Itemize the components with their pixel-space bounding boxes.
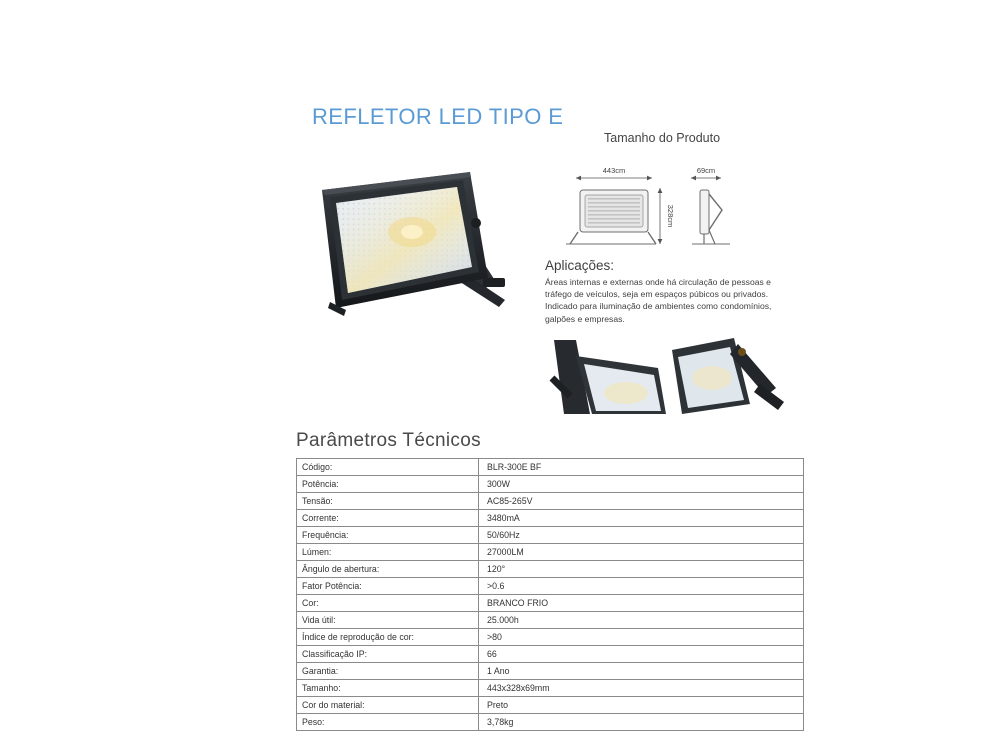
- param-value: 120°: [479, 561, 804, 578]
- param-value: 3480mA: [479, 510, 804, 527]
- depth-dimension-label: 69cm: [696, 166, 716, 175]
- dimension-diagram: [560, 152, 760, 262]
- side-view-drawing: [692, 190, 730, 244]
- table-row: [297, 493, 804, 510]
- product-detail-image-left: [546, 338, 666, 414]
- param-key: Lúmen:: [297, 544, 479, 561]
- param-value: 25.000h: [479, 612, 804, 629]
- param-key: Código:: [297, 459, 479, 476]
- param-value: 66: [479, 646, 804, 663]
- param-key: Garantia:: [297, 663, 479, 680]
- param-value: 27000LM: [479, 544, 804, 561]
- param-key: Frequência:: [297, 527, 479, 544]
- param-key: Fator Potência:: [297, 578, 479, 595]
- table-row: [297, 595, 804, 612]
- param-key: Cor:: [297, 595, 479, 612]
- tech-params-heading: Parâmetros Técnicos: [296, 430, 481, 451]
- param-key: Tensão:: [297, 493, 479, 510]
- table-row: [297, 680, 804, 697]
- detail-left-illustration: [546, 338, 666, 414]
- param-key: Cor do material:: [297, 697, 479, 714]
- applications-text: Áreas internas e externas onde há circulação de pessoas e tráfego de veículos, seja em espaços púbicos ou privados. Indicado para iluminação de ambientes como condomínios, galpões e empresas.: [545, 277, 772, 324]
- param-value: 443x328x69mm: [479, 680, 804, 697]
- param-key: Potência:: [297, 476, 479, 493]
- param-key: Ângulo de abertura:: [297, 561, 479, 578]
- height-dimension-label: 328cm: [666, 204, 675, 228]
- param-key: Tamanho:: [297, 680, 479, 697]
- table-row: [297, 612, 804, 629]
- param-value: 50/60Hz: [479, 527, 804, 544]
- tech-params-table: [296, 458, 804, 731]
- param-value: 1 Ano: [479, 663, 804, 680]
- dimension-diagram-svg: [560, 152, 760, 262]
- table-row: [297, 561, 804, 578]
- page-title: REFLETOR LED TIPO E: [312, 104, 564, 129]
- table-row: [297, 629, 804, 646]
- table-row: [297, 527, 804, 544]
- param-value: BRANCO FRIO: [479, 595, 804, 612]
- param-value: Preto: [479, 697, 804, 714]
- product-hero-image: [300, 150, 530, 335]
- table-row: [297, 714, 804, 731]
- param-value: AC85-265V: [479, 493, 804, 510]
- table-row: [297, 663, 804, 680]
- table-row: [297, 697, 804, 714]
- size-section-heading: Tamanho do Produto: [604, 131, 721, 145]
- product-detail-image-right: [672, 338, 792, 414]
- table-row: [297, 476, 804, 493]
- param-value: >80: [479, 629, 804, 646]
- tech-params-body: [297, 459, 804, 731]
- param-key: Corrente:: [297, 510, 479, 527]
- table-row: [297, 510, 804, 527]
- param-value: 300W: [479, 476, 804, 493]
- param-value: >0.6: [479, 578, 804, 595]
- param-key: Peso:: [297, 714, 479, 731]
- param-key: Vida útil:: [297, 612, 479, 629]
- param-key: Índice de reprodução de cor:: [297, 629, 479, 646]
- applications-heading: Aplicações:: [545, 258, 615, 273]
- param-value: 3,78kg: [479, 714, 804, 731]
- front-view-drawing: [566, 190, 656, 244]
- param-value: BLR-300E BF: [479, 459, 804, 476]
- detail-right-illustration: [672, 338, 792, 414]
- param-key: Classificação IP:: [297, 646, 479, 663]
- floodlight-illustration: [300, 150, 530, 335]
- width-dimension-label: 443cm: [602, 166, 626, 175]
- table-row: [297, 459, 804, 476]
- table-row: [297, 578, 804, 595]
- table-row: [297, 544, 804, 561]
- table-row: [297, 646, 804, 663]
